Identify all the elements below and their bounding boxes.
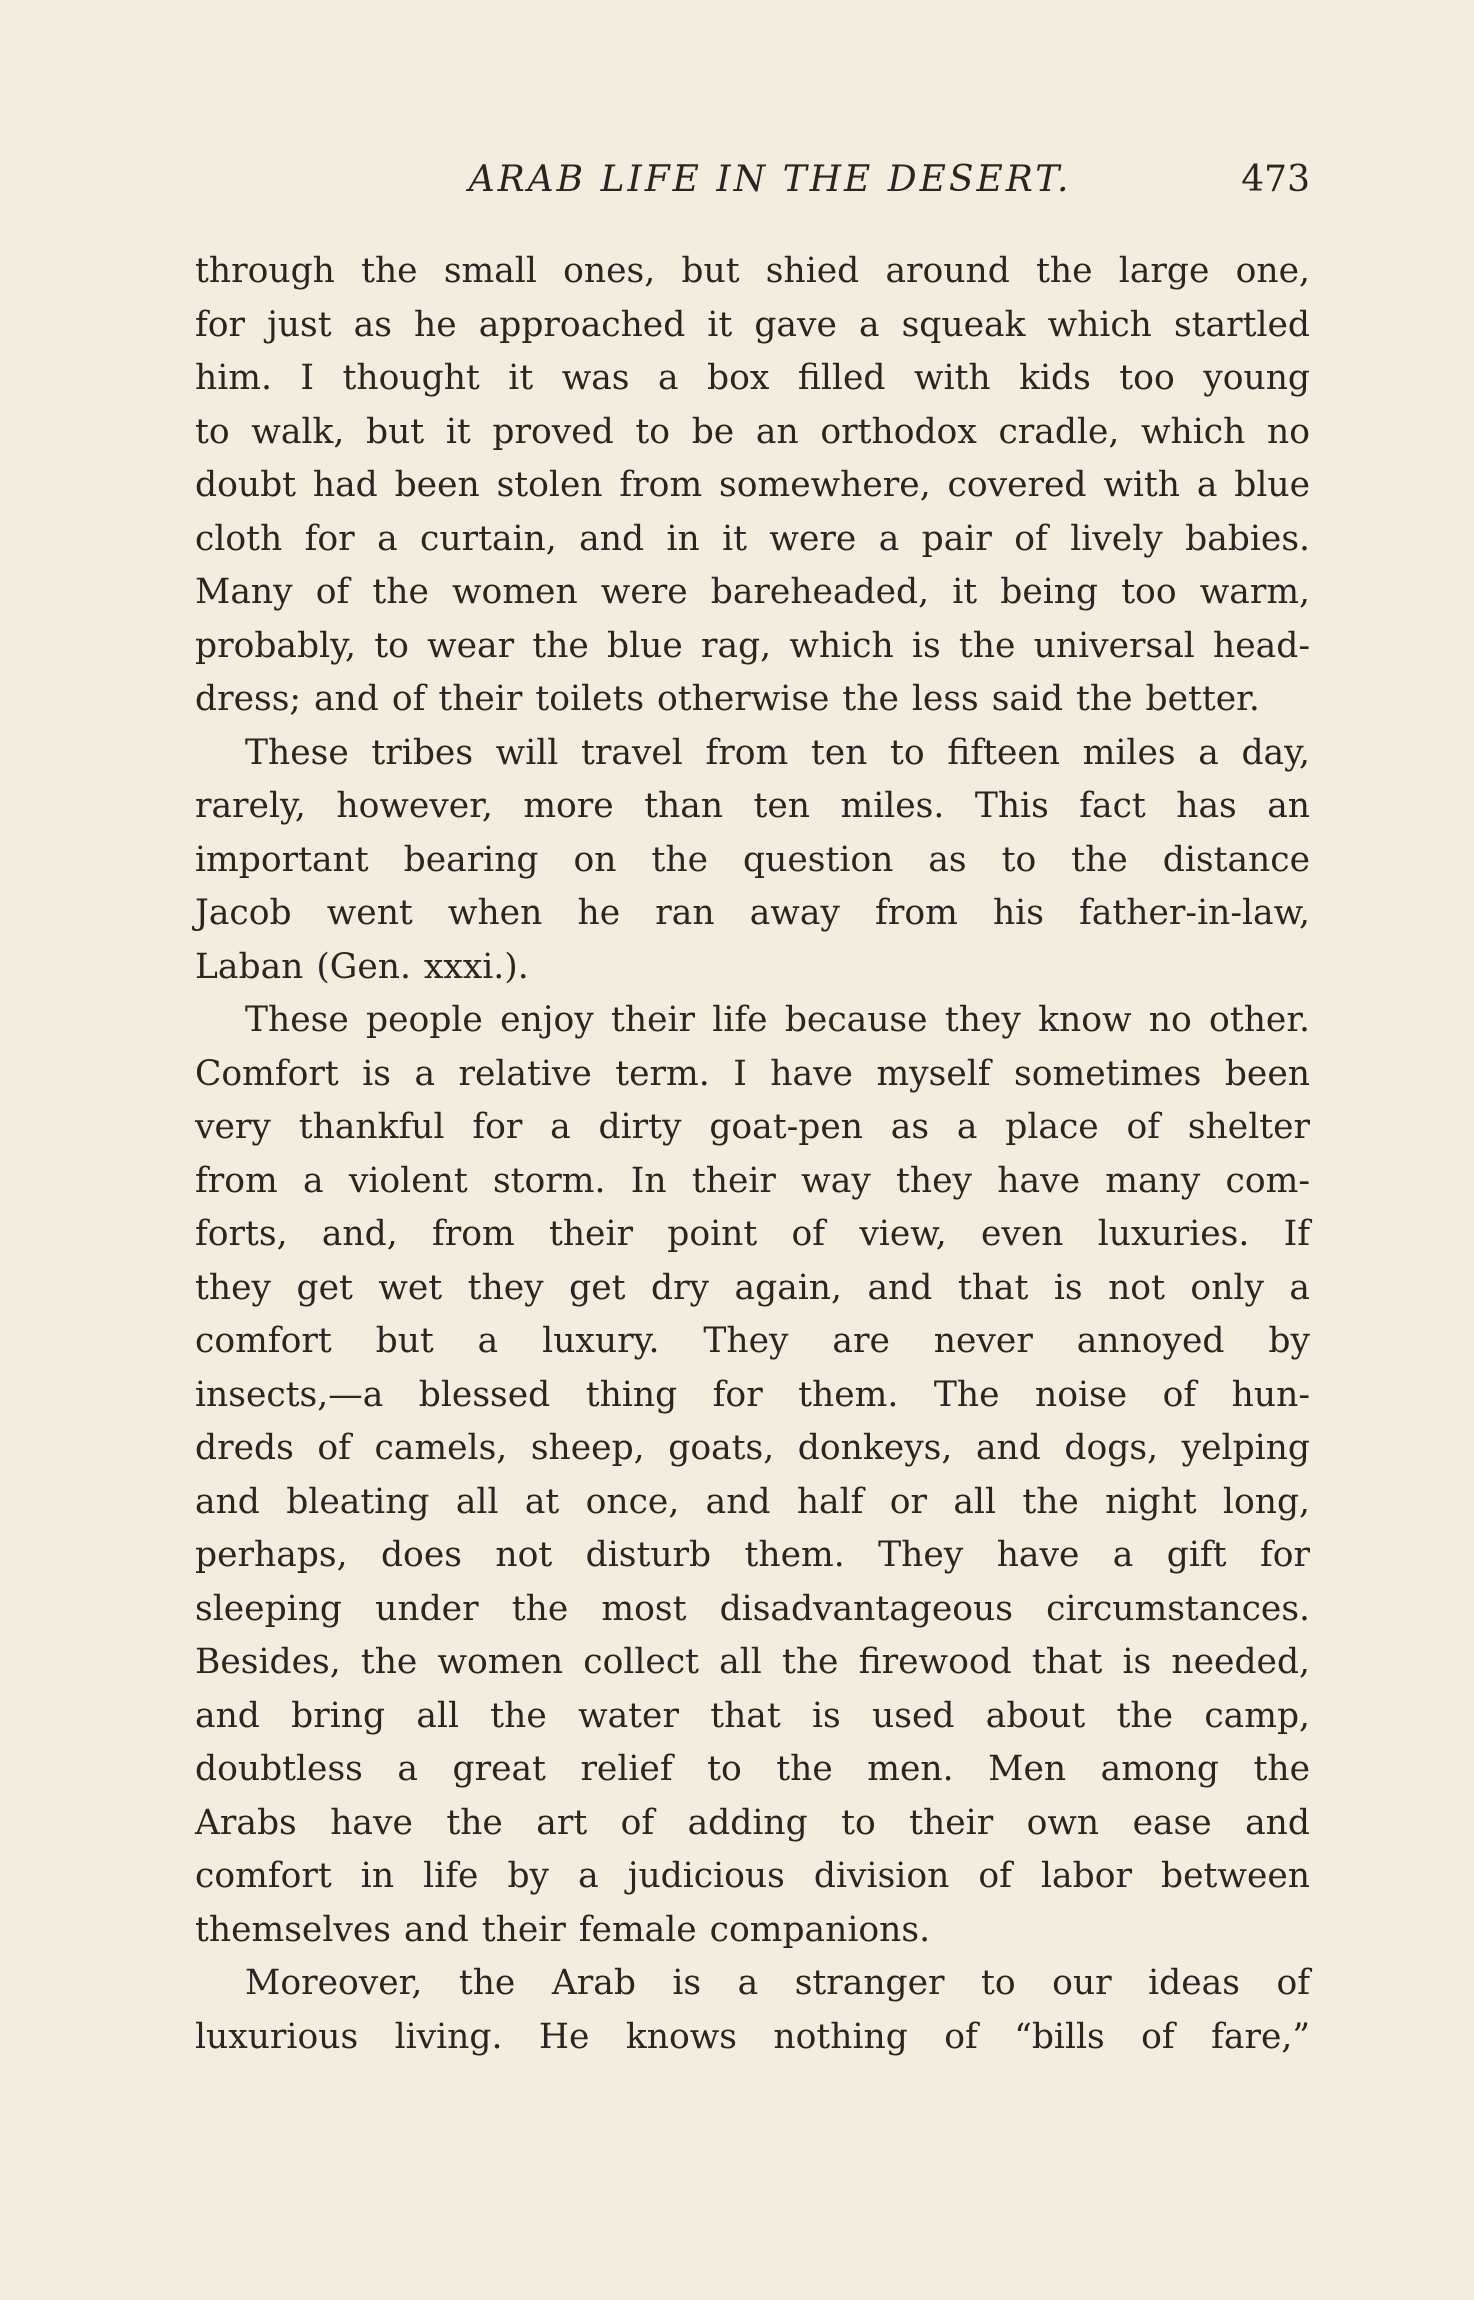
page-header xyxy=(0,155,1474,205)
text-line: Laban (Gen. xxxi.). xyxy=(195,946,529,987)
body-text xyxy=(195,245,1310,2064)
text-line: probably, to wear the blue rag, which is the universal head- xyxy=(195,625,1310,666)
text-line: through the small ones, but shied around the large one, xyxy=(195,251,1310,291)
text-line: important bearing on the question as to the distance xyxy=(195,839,1310,880)
text-line: sleeping under the most disadvantageous circumstances. xyxy=(195,1588,1310,1629)
text-line: rarely, however, more than ten miles. This fact has an xyxy=(195,786,1310,826)
text-line: doubt had been stolen from somewhere, covered with a blue xyxy=(195,465,1310,505)
text-line: from a violent storm. In their way they have many com- xyxy=(195,1160,1310,1201)
text-line: These tribes will travel from ten to fifteen miles a day, xyxy=(245,732,1310,773)
text-line: him. I thought it was a box filled with kids too young xyxy=(195,358,1310,398)
text-line: themselves and their female companions. xyxy=(195,1909,931,1950)
text-line: dress; and of their toilets otherwise the less said the better. xyxy=(195,679,1260,719)
text-line: cloth for a curtain, and in it were a pair of lively babies. xyxy=(195,518,1310,559)
text-line: Besides, the women collect all the firewood that is needed, xyxy=(195,1642,1310,1682)
text-line: These people enjoy their life because they know no other. xyxy=(245,1000,1310,1040)
text-line: comfort but a luxury. They are never annoyed by xyxy=(195,1321,1310,1361)
running-title: ARAB LIFE IN THE DESERT. xyxy=(468,159,1072,200)
text-line: and bring all the water that is used about the camp, xyxy=(195,1695,1310,1736)
text-line: for just as he approached it gave a squeak which startled xyxy=(195,304,1310,345)
text-line: comfort in life by a judicious division of labor between xyxy=(195,1856,1310,1896)
text-line: Comfort is a relative term. I have myself sometimes been xyxy=(195,1053,1310,1094)
text-line: to walk, but it proved to be an orthodox cradle, which no xyxy=(195,411,1310,452)
text-line: Jacob went when he ran away from his father-in-law, xyxy=(195,893,1310,933)
text-line: and bleating all at once, and half or all the night long, xyxy=(195,1481,1310,1522)
text-line: doubtless a great relief to the men. Men among the xyxy=(195,1749,1310,1789)
text-line: dreds of camels, sheep, goats, donkeys, and dogs, yelping xyxy=(195,1428,1310,1468)
text-line: Moreover, the Arab is a stranger to our ideas of xyxy=(245,1963,1310,2003)
page-number: 473 xyxy=(1241,159,1310,200)
text-line: they get wet they get dry again, and that is not only a xyxy=(195,1267,1310,1308)
text-line: very thankful for a dirty goat-pen as a place of shelter xyxy=(195,1107,1310,1147)
text-line: forts, and, from their point of view, even luxuries. If xyxy=(195,1214,1310,1254)
text-line: Arabs have the art of adding to their own ease and xyxy=(195,1802,1310,1843)
text-line: perhaps, does not disturb them. They have a gift for xyxy=(195,1535,1310,1575)
text-line: insects,—a blessed thing for them. The noise of hun- xyxy=(195,1374,1310,1415)
text-line: Many of the women were bareheaded, it being too warm, xyxy=(195,572,1310,612)
text-line: luxurious living. He knows nothing of “bills of fare,” xyxy=(195,2016,1310,2057)
